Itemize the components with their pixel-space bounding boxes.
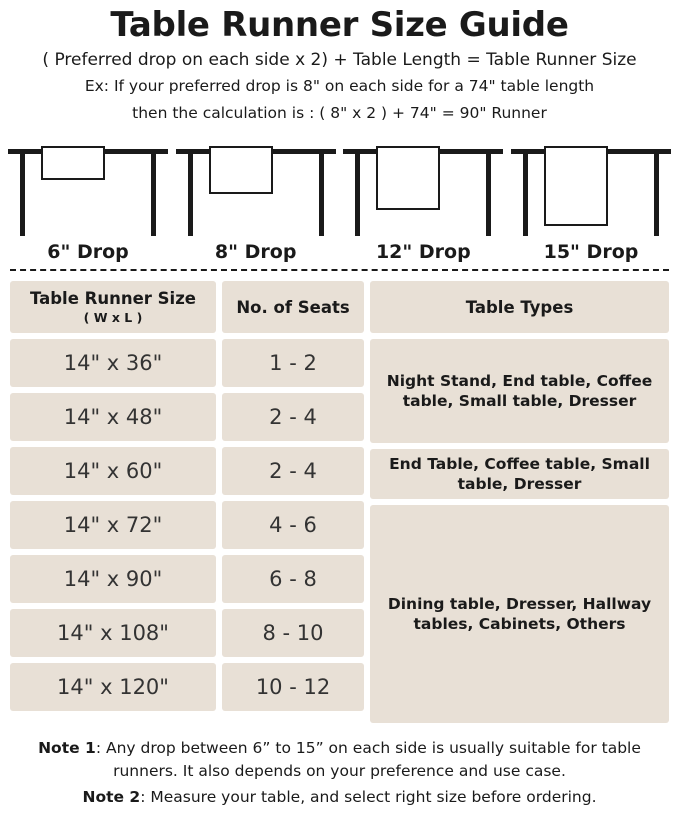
size-guide-page xyxy=(0,6,679,832)
example-line-2: then the calculation is : ( 8" x 2 ) + 74" = 90" Runner xyxy=(132,103,547,122)
size-table xyxy=(10,281,669,729)
table-leg-right xyxy=(151,152,156,236)
page-title: Table Runner Size Guide xyxy=(110,5,569,45)
header-seats xyxy=(222,281,364,333)
note-1 xyxy=(12,737,667,784)
table-leg-left xyxy=(523,152,528,236)
header-runner-size xyxy=(10,281,216,333)
table-row: Dining table, Dresser, Hallway tables, Cabinets, Others xyxy=(370,505,669,723)
header-runner-size-sub: ( W x L ) xyxy=(83,310,143,326)
note-1-label: Note 1 xyxy=(38,739,96,758)
table-row: 4 - 6 xyxy=(222,501,364,549)
note-2-label: Note 2 xyxy=(82,787,141,806)
table-row: 14" x 90" xyxy=(10,555,216,603)
runner-shape xyxy=(209,146,273,194)
table-row: 6 - 8 xyxy=(222,555,364,603)
table-row: 14" x 36" xyxy=(10,339,216,387)
table-leg-right xyxy=(486,152,491,236)
header-table-types-label: Table Types xyxy=(465,297,574,317)
drop-label-6: 6" Drop xyxy=(47,241,129,264)
table-row: 2 - 4 xyxy=(222,393,364,441)
diagram-6-drop xyxy=(8,139,168,239)
formula-line: ( Preferred drop on each side x 2) + Table Length = Table Runner Size xyxy=(42,50,637,71)
table-row: 14" x 48" xyxy=(10,393,216,441)
table-leg-right xyxy=(654,152,659,236)
example-line-1: Ex: If your preferred drop is 8" on each side for a 74" table length xyxy=(84,77,595,96)
note-1-text: : Any drop between 6” to 15” on each side is usually suitable for table runners. It also depends on your preference and use case. xyxy=(95,739,641,781)
table-row: 8 - 10 xyxy=(222,609,364,657)
column-runner-sizes xyxy=(10,281,216,729)
header-runner-size-label: Table Runner Size xyxy=(29,289,196,309)
diagram-12-drop xyxy=(343,139,503,239)
table-leg-left xyxy=(188,152,193,236)
drop-labels xyxy=(8,241,671,263)
table-row: 14" x 108" xyxy=(10,609,216,657)
header-table-types xyxy=(370,281,669,333)
notes-section xyxy=(12,737,667,809)
runner-shape xyxy=(41,146,105,180)
table-leg-right xyxy=(319,152,324,236)
runner-shape xyxy=(544,146,608,226)
diagram-15-drop xyxy=(511,139,671,239)
drop-diagrams xyxy=(8,134,671,239)
dashed-divider xyxy=(10,269,669,271)
drop-label-15: 15" Drop xyxy=(543,241,639,264)
header-seats-label: No. of Seats xyxy=(236,297,350,317)
runner-shape xyxy=(376,146,440,210)
table-row: 14" x 60" xyxy=(10,447,216,495)
table-leg-left xyxy=(20,152,25,236)
table-row: 14" x 120" xyxy=(10,663,216,711)
note-2 xyxy=(12,786,667,809)
drop-label-12: 12" Drop xyxy=(375,241,471,264)
table-row: 1 - 2 xyxy=(222,339,364,387)
note-2-text: : Measure your table, and select right size before ordering. xyxy=(140,787,597,806)
table-row: End Table, Coffee table, Small table, Dresser xyxy=(370,449,669,499)
diagram-8-drop xyxy=(176,139,336,239)
table-row: 10 - 12 xyxy=(222,663,364,711)
table-row: Night Stand, End table, Coffee table, Small table, Dresser xyxy=(370,339,669,443)
column-seats xyxy=(222,281,364,729)
table-leg-left xyxy=(355,152,360,236)
column-table-types xyxy=(370,281,669,729)
table-row: 14" x 72" xyxy=(10,501,216,549)
drop-label-8: 8" Drop xyxy=(214,241,297,264)
table-row: 2 - 4 xyxy=(222,447,364,495)
